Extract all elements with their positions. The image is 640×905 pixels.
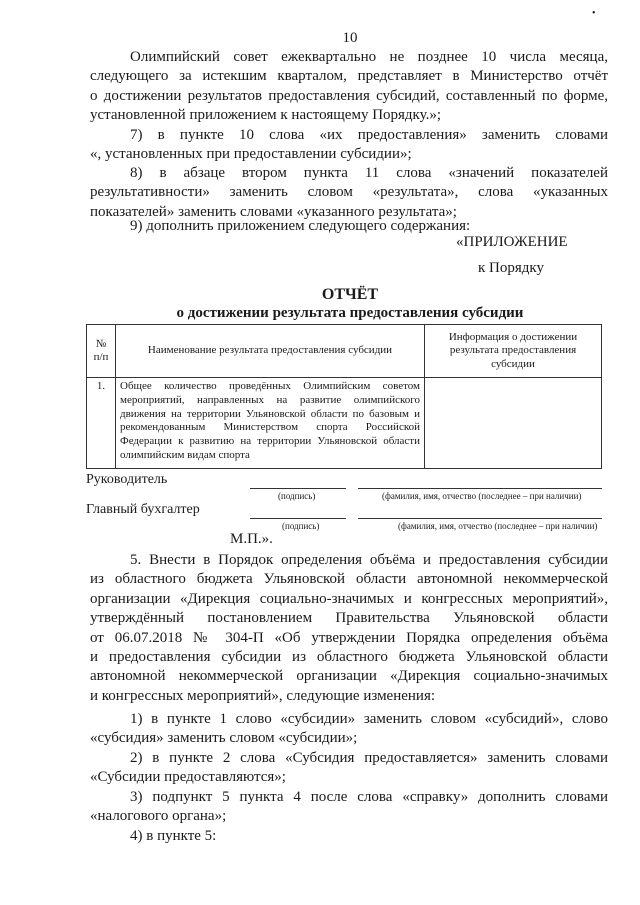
name-caption: (фамилия, имя, отчество (последнее – при наличии) [398,521,598,531]
accountant-name-line [358,518,602,519]
column-header-info: Информация о достижении результата предоставления субсидии [425,325,602,378]
director-signature-line [250,488,346,489]
item-8 [90,164,608,222]
director-name-line [358,488,602,489]
text-line: 4) в пункте 5: [130,828,217,844]
text-line: «субсидия» заменить словом «субсидии»; [90,730,358,747]
text-line: о достижении результатов предоставления субсидий, составленный по форме, [90,87,608,104]
appendix-subtitle: к Порядку [478,260,544,276]
text-line: организации «Дирекция социально-значимых и конгрессных мероприятий», [90,590,608,607]
text-line: «налогового органа»; [90,808,227,825]
accountant-signature-line [250,518,346,519]
text-line: и конгрессных мероприятий», следующие изменения: [90,687,436,704]
text-line: и предоставления субсидии из областного бюджета Ульяновской области [90,649,608,666]
text-line: 3) подпункт 5 пункта 4 после слова «справку» дополнить словами [130,789,608,805]
row-number: 1. [87,378,116,469]
item-7 [90,126,608,165]
signature-caption: (подпись) [278,491,316,501]
section-5 [90,551,608,706]
text-line: из областного бюджета Ульяновской области автономной некоммерческой [90,571,608,588]
column-header-name: Наименование результата предоставления субсидии [116,325,425,378]
report-title: ОТЧЁТ [321,286,379,303]
director-label: Руководитель [86,472,168,487]
text-line: установленной приложением к настоящему Порядку.»; [90,107,442,124]
seal-mark: М.П.». [230,531,273,547]
text-line: от 06.07.2018 № 304-П «Об утверждении Порядка определения объёма [90,629,608,646]
text-line: Олимпийский совет ежеквартально не позднее 10 числа месяца, [130,49,608,65]
report-table [86,324,602,469]
text-line: 7) в пункте 10 слова «их предоставления» заменить словами [130,127,608,143]
corner-mark: • [592,8,596,19]
intro-paragraph [90,48,608,126]
table-row [87,378,602,469]
signature-caption: (подпись) [282,521,320,531]
text-line: следующего за истекшим кварталом, представляет в Министерство отчёт [90,68,608,85]
text-line: показателей» заменить словами «указанного результата»; [90,203,457,220]
row-name: Общее количество проведённых Олимпийским советом мероприятий, направленных на развитие олимпийского движения на территории Ульяновской области по базовым и рекомендованным Министерством спорта Российской Федерации к развитию на территории Ульяновской области олимпийским видам спорта [116,378,425,469]
text-line: утверждённый постановлением Правительства Ульяновской области [90,610,608,627]
text-line: «, установленных при предоставлении субсидии»; [90,146,412,163]
accountant-label: Главный бухгалтер [86,502,200,517]
text-line: 2) в пункте 2 слова «Субсидия предоставляется» заменить словами [130,750,608,766]
text-line: 8) в абзаце втором пункта 11 слова «значений показателей [130,165,608,181]
text-line: «Субсидии предоставляются»; [90,769,286,786]
column-header-number: № п/п [87,325,116,378]
row-info [425,378,602,469]
section-5-item-2 [90,749,608,788]
report-subtitle: о достижении результата предоставления субсидии [176,305,524,321]
appendix-title: «ПРИЛОЖЕНИЕ [456,234,568,250]
section-5-item-3 [90,788,608,827]
name-caption: (фамилия, имя, отчество (последнее – при наличии) [382,491,582,501]
text-line: результативности» заменить словом «результата», слова «указанных [90,184,608,201]
text-line: 5. Внести в Порядок определения объёма и предоставления субсидии [130,552,608,568]
page-number: 10 [342,30,358,46]
text-line: 9) дополнить приложением следующего содержания: [130,218,471,234]
text-line: 1) в пункте 1 слово «субсидии» заменить словом «субсидий», слово [130,711,608,727]
text-line: автономной некоммерческой организации «Дирекция социально-значимых [90,668,608,685]
section-5-item-4 [90,827,608,846]
section-5-item-1 [90,710,608,749]
table-header-row [87,325,602,378]
